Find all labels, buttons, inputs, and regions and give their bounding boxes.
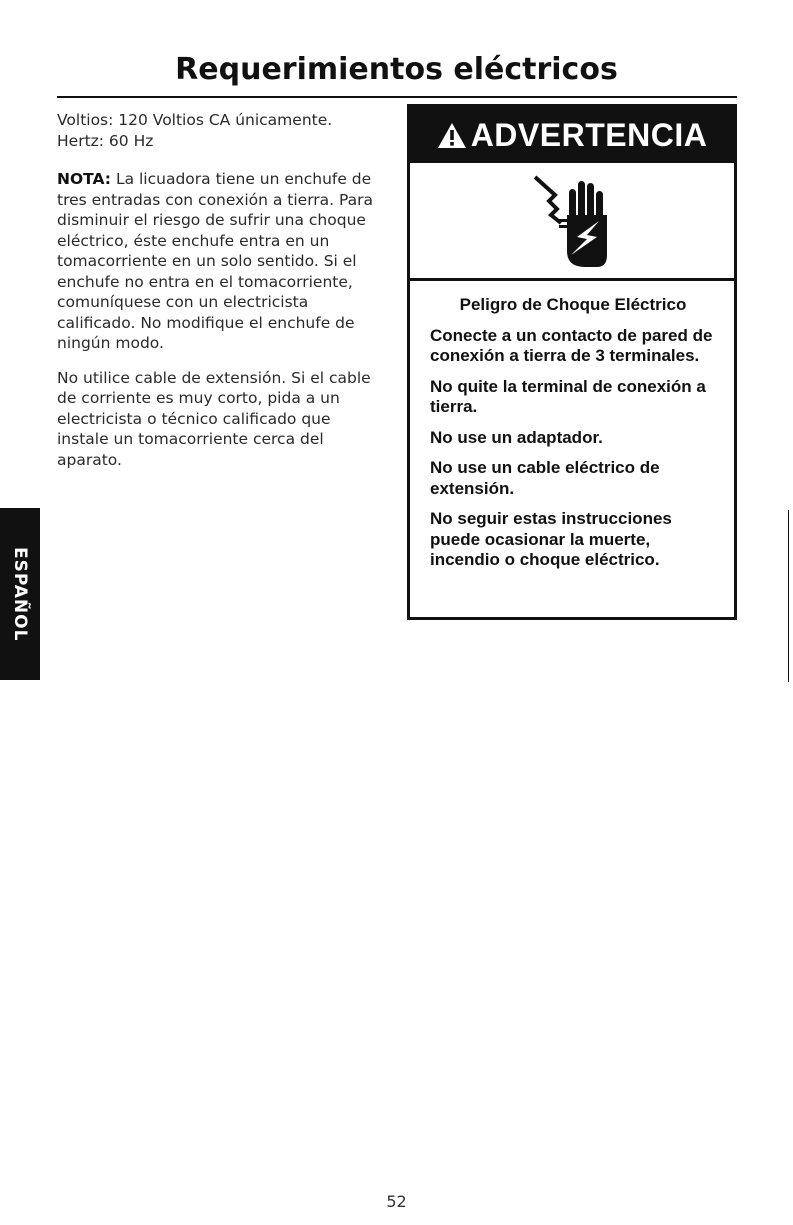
page-title: Requerimientos eléctricos <box>175 52 618 87</box>
language-side-tab <box>0 508 40 680</box>
warning-box <box>407 104 737 620</box>
warning-instruction: Conecte a un contacto de pared de conexión a tierra de 3 terminales. <box>430 325 713 365</box>
warning-header <box>410 107 734 163</box>
edge-marker <box>788 510 789 682</box>
volts-spec: Voltios: 120 Voltios CA únicamente. <box>57 111 333 129</box>
warning-instruction: No use un cable eléctrico de extensión. <box>430 458 660 498</box>
electrical-requirements-text <box>57 110 387 484</box>
electric-shock-hand-icon <box>527 171 617 271</box>
title-rule <box>57 96 737 98</box>
extension-cord-paragraph: No utilice cable de extensión. Si el cable de corriente es muy corto, pida a un electricista o técnico calificado que instale un tomacorriente cerca del aparato. <box>57 368 371 469</box>
warning-triangle-icon <box>437 122 467 149</box>
note-paragraph <box>57 169 387 354</box>
warning-instruction: No quite la terminal de conexión a tierra. <box>430 376 706 416</box>
pictogram-area <box>410 163 734 281</box>
hazard-title: Peligro de Choque Eléctrico <box>459 295 687 314</box>
note-label: NOTA: <box>57 170 112 188</box>
warning-instruction: No seguir estas instrucciones puede ocasionar la muerte, incendio o choque eléctrico. <box>430 509 672 569</box>
warning-header-text: ADVERTENCIA <box>470 116 708 153</box>
language-tab-label: ESPAÑOL <box>10 546 30 642</box>
note-text: La licuadora tiene un enchufe de tres entradas con conexión a tierra. Para disminuir el riesgo de sufrir una choque eléctrico, éste enchufe entra en un tomacorriente en un solo sentido. Si el enchufe no entra en el tomacorriente, comuníquese con un electricista calificado. No modifique el enchufe de ningún modo. <box>57 170 374 352</box>
warning-body <box>410 281 734 571</box>
warning-instruction: No use un adaptador. <box>430 427 603 447</box>
hertz-spec: Hertz: 60 Hz <box>57 131 154 150</box>
specs <box>57 110 387 151</box>
page-number: 52 <box>386 1192 407 1211</box>
